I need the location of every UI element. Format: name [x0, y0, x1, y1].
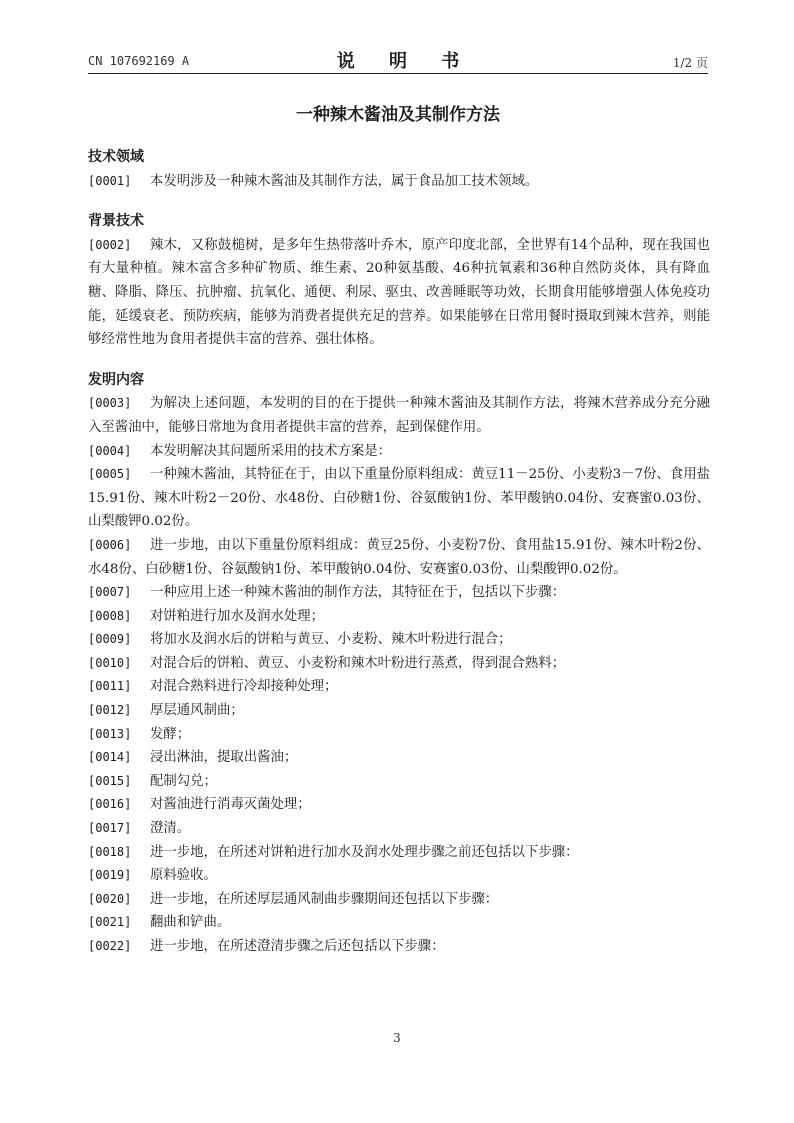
paragraph — [88, 770, 710, 794]
paragraph-text: 配制勾兑； — [150, 773, 217, 789]
paragraph — [88, 864, 710, 888]
paragraph — [88, 652, 710, 676]
paragraph-text: 翻曲和铲曲。 — [150, 915, 231, 931]
paragraph — [88, 841, 710, 865]
paragraph-text: 将加水及润水后的饼粕与黄豆、小麦粉、辣木叶粉进行混合； — [150, 632, 512, 648]
page-number: 3 — [393, 1031, 401, 1045]
paragraph-number: [0014] — [88, 750, 132, 765]
invention-title: 一种辣木酱油及其制作方法 — [296, 105, 500, 125]
paragraph-number: [0008] — [88, 608, 132, 623]
paragraph — [88, 234, 710, 352]
paragraph-number: [0001] — [88, 173, 132, 188]
paragraph — [88, 935, 710, 959]
paragraph-text: 对酱油进行消毒灭菌处理； — [150, 797, 311, 813]
paragraph-number: [0021] — [88, 915, 132, 930]
paragraph-text: 本发明解决其问题所采用的技术方案是： — [150, 443, 392, 459]
paragraph-text: 原料验收。 — [150, 868, 217, 884]
paragraph — [88, 817, 710, 841]
paragraph-number: [0005] — [88, 467, 132, 482]
section-heading: 发明内容 — [88, 371, 144, 388]
paragraph — [88, 581, 710, 605]
paragraph — [88, 723, 710, 747]
document-type-title: 说 明 书 — [336, 51, 474, 72]
section-heading: 技术领域 — [88, 149, 144, 165]
description-body — [88, 146, 710, 959]
paragraph-text: 进一步地，在所述厚层通风制曲步骤期间还包括以下步骤： — [150, 891, 499, 907]
paragraph-number: [0016] — [88, 797, 132, 812]
paragraph-number: [0010] — [88, 655, 132, 670]
paragraph — [88, 534, 710, 581]
paragraph-number: [0017] — [88, 821, 132, 836]
paragraph-number: [0002] — [88, 237, 132, 252]
paragraph-text: 本发明涉及一种辣木酱油及其制作方法，属于食品加工技术领域。 — [150, 173, 539, 189]
paragraph-text: 进一步地，由以下重量份原料组成：黄豆25份、小麦粉7份、食用盐15.91份、辣木叶粉2份、水48份、白砂糖1份、谷氨酸钠1份、苯甲酸钠0.04份、安赛蜜0.03份、山梨酸钾0.02份。 — [88, 537, 710, 577]
header-divider — [88, 73, 708, 74]
paragraph — [88, 746, 710, 770]
paragraph-text: 进一步地，在所述对饼粕进行加水及润水处理步骤之前还包括以下步骤： — [150, 844, 579, 860]
paragraph-number: [0018] — [88, 844, 132, 859]
paragraph-text: 对饼粕进行加水及润水处理； — [150, 608, 325, 624]
paragraph-text: 一种应用上述一种辣木酱油的制作方法，其特征在于，包括以下步骤： — [150, 585, 566, 601]
page-count: 1/2 页 — [672, 56, 708, 70]
paragraph-text: 辣木，又称鼓槌树，是多年生热带落叶乔木，原产印度北部，全世界有14个品种，现在我国也有大量种植。辣木富含多种矿物质、维生素、20种氨基酸、46种抗氧素和36种自然防炎体，具有降血糖、降脂、降压、抗肿瘤、抗氧化、通便、利尿、驱虫、改善睡眠等功效，长期食用能够增强人体免疫功能，延缓衰老、预防疾病，能够为消费者提供充足的营养。如果能够在日常用餐时摄取到辣木营养，则能够经常性地为食用者提供丰富的营养、强壮体格。 — [88, 237, 710, 348]
paragraph — [88, 440, 710, 464]
paragraph-number: [0015] — [88, 773, 132, 788]
paragraph-number: [0013] — [88, 726, 132, 741]
paragraph — [88, 628, 710, 652]
publication-number: CN 107692169 A — [88, 54, 190, 68]
paragraph-text: 对混合后的饼粕、黄豆、小麦粉和辣木叶粉进行蒸煮，得到混合熟料； — [150, 655, 566, 671]
paragraph-number: [0012] — [88, 703, 132, 718]
paragraph-number: [0020] — [88, 891, 132, 906]
paragraph-number: [0004] — [88, 443, 132, 458]
paragraph — [88, 170, 710, 194]
paragraph-number: [0022] — [88, 939, 132, 953]
paragraph-number: [0019] — [88, 868, 132, 883]
paragraph-text: 为解决上述问题，本发明的目的在于提供一种辣木酱油及其制作方法，将辣木营养成分充分融入至酱油中，能够日常地为食用者提供丰富的营养，起到保健作用。 — [88, 396, 710, 435]
section-technical-field — [88, 146, 710, 193]
paragraph — [88, 911, 710, 935]
paragraph — [88, 699, 710, 723]
paragraph — [88, 675, 710, 699]
paragraph-number: [0007] — [88, 585, 132, 600]
paragraph-number: [0006] — [88, 537, 132, 552]
paragraph-text: 发酵； — [150, 726, 191, 742]
paragraph-text: 浸出淋油，提取出酱油； — [150, 750, 298, 766]
paragraph-number: [0003] — [88, 396, 132, 411]
page-header — [88, 44, 708, 72]
paragraph — [88, 793, 710, 817]
paragraph — [88, 392, 710, 439]
paragraph-text: 厚层通风制曲； — [150, 703, 244, 719]
section-summary — [88, 369, 710, 959]
paragraph-number: [0011] — [88, 679, 132, 694]
paragraph-text: 一种辣木酱油，其特征在于，由以下重量份原料组成：黄豆11－25份、小麦粉3－7份、食用盐15.91份、辣木叶粉2－20份、水48份、白砂糖1份、谷氨酸钠1份、苯甲酸钠0.04份、安赛蜜0.03份、山梨酸钾0.02份。 — [88, 467, 710, 530]
section-background — [88, 210, 710, 352]
section-heading: 背景技术 — [88, 213, 144, 230]
paragraph-number: [0009] — [88, 632, 132, 647]
paragraph — [88, 463, 710, 534]
paragraph-text: 澄清。 — [150, 821, 191, 837]
paragraph-text: 对混合熟料进行冷却接种处理； — [150, 679, 338, 695]
paragraph-text: 进一步地，在所述澄清步骤之后还包括以下步骤： — [150, 939, 445, 954]
paragraph — [88, 605, 710, 629]
paragraph — [88, 888, 710, 912]
